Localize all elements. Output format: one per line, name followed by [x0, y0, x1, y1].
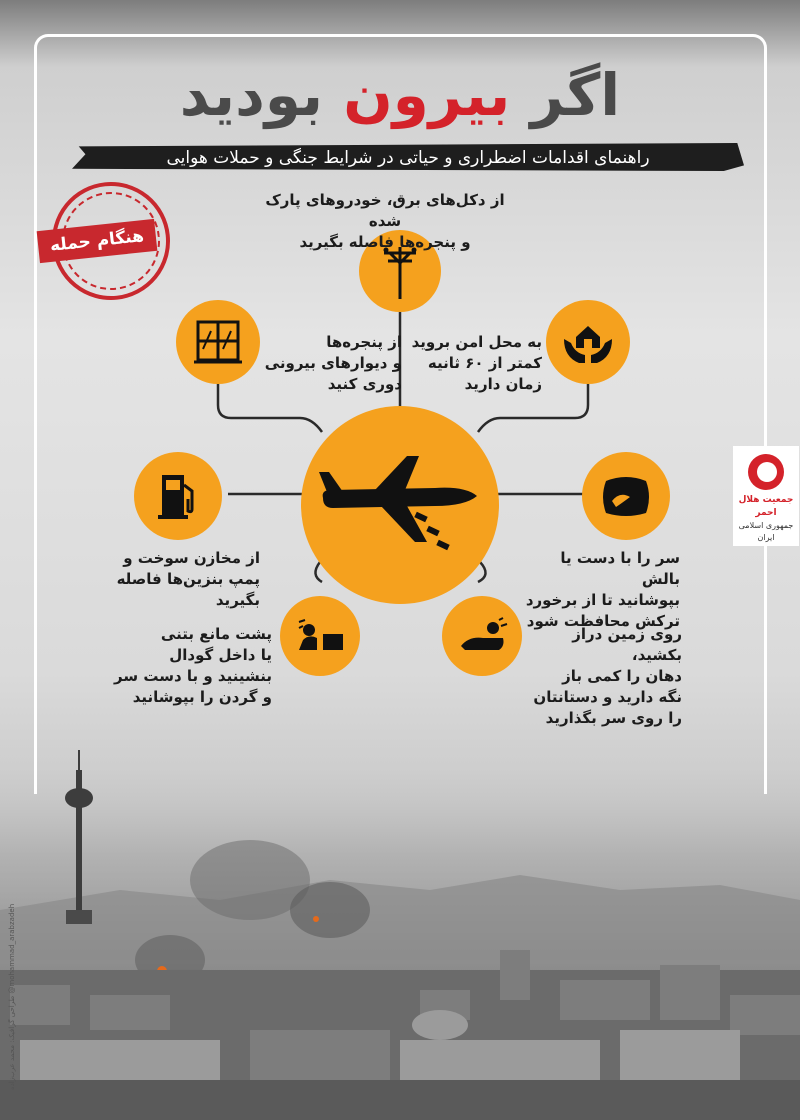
tip-lie-down-label: روی زمین دراز بکشید، دهان را کمی باز نگه دارید و دستانتان را روی سر بگذارید: [533, 625, 682, 727]
safe-place-hands-icon: [561, 317, 615, 367]
tip-pillow-label: سر را با دست یا بالش بپوشانید تا از برخورد ترکش محافظت شود: [525, 549, 680, 630]
title-highlight-word: بیرون: [343, 61, 511, 129]
bomber-plane-icon: [315, 450, 485, 560]
tip-lie-down-circle: [442, 596, 522, 676]
tip-safe-place-label: به محل امن بروید کمتر از ۶۰ ثانیه زمان دارید: [411, 333, 542, 393]
tip-crouch-label: پشت مانع بتنی یا داخل گودال بنشینید و با دست سر و گردن را بپوشانید: [114, 625, 272, 706]
stamp-label: هنگام حمله: [37, 219, 158, 263]
tip-safe-place-circle: [546, 300, 630, 384]
crouch-behind-barrier-icon: [293, 616, 347, 656]
center-circle: [301, 406, 499, 604]
tip-crouch-circle: [280, 596, 360, 676]
fuel-pump-icon: [156, 471, 200, 521]
pillow-head-icon: [598, 471, 654, 521]
designer-credit: طراحی گرافیک: محمد عرب‌زاده @mohammad_arabzadeh: [8, 903, 16, 1090]
tip-fuel-pump-circle: [134, 452, 222, 540]
red-crescent-icon: [748, 454, 784, 490]
lie-down-icon: [455, 616, 509, 656]
window-icon: [193, 319, 243, 365]
tip-power-pole-label: از دکل‌های برق، خودروهای پارک شده و پنجره‌ها فاصله بگیرید: [265, 191, 505, 251]
logo-line-2: جمهوری اسلامی ایران: [738, 521, 794, 542]
tip-pillow-circle: [582, 452, 670, 540]
tip-window-label: از پنجره‌ها و دیوارهای بیرونی دوری کنید: [264, 333, 402, 393]
red-crescent-logo: [733, 446, 799, 546]
subtitle: راهنمای اقدامات اضطراری و حیاتی در شرایط جنگی و حملات هوایی: [166, 148, 650, 168]
tip-fuel-pump-label: از مخازن سوخت و پمپ بنزین‌ها فاصله بگیرید: [116, 549, 260, 609]
tip-window-circle: [176, 300, 260, 384]
title-word-1: اگر: [530, 61, 621, 129]
logo-line-1: جمعیت هلال احمر: [738, 495, 794, 518]
title-word-3: بودید: [179, 61, 323, 129]
